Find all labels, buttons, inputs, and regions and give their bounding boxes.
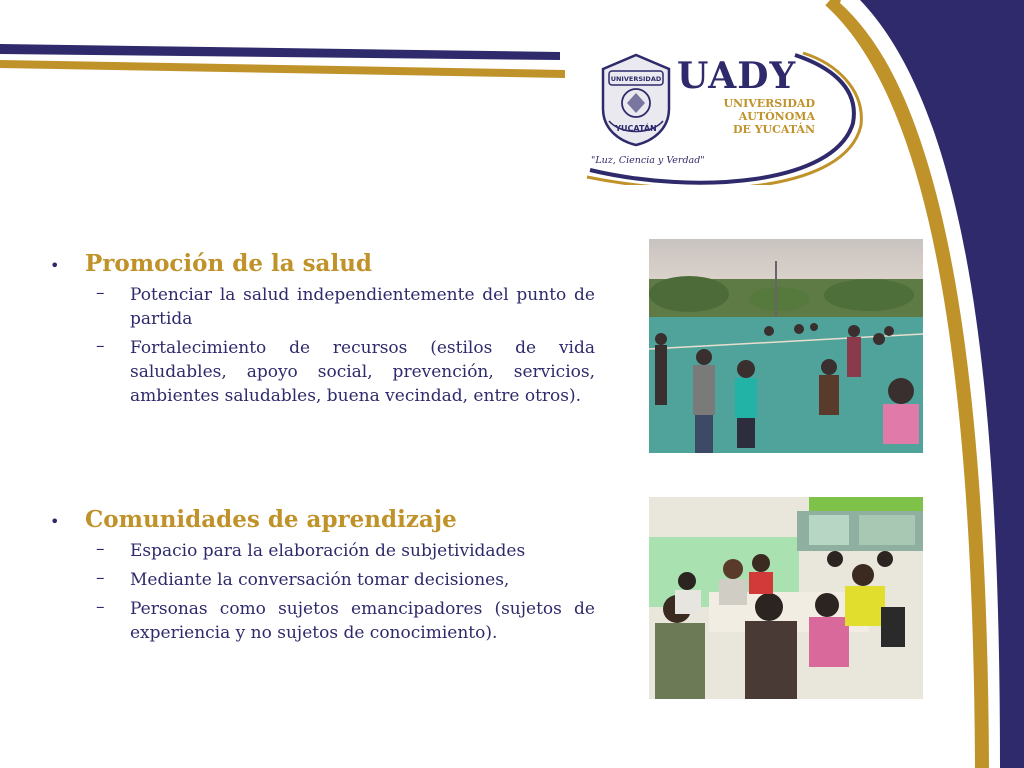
dash: – bbox=[96, 539, 105, 559]
logo-name-line: AUTÓNOMA bbox=[738, 110, 815, 123]
logo-motto: "Luz, Ciencia y Verdad" bbox=[591, 155, 705, 166]
list-item bbox=[50, 568, 595, 592]
list-item bbox=[50, 336, 595, 408]
item-text: Mediante la conversación tomar decisiones, bbox=[130, 570, 510, 590]
uady-logo bbox=[585, 45, 870, 185]
logo-name-line: DE YUCATÁN bbox=[732, 123, 815, 136]
section-heading bbox=[50, 250, 595, 277]
dash: – bbox=[96, 568, 105, 588]
logo-name-line: UNIVERSIDAD bbox=[723, 97, 815, 110]
university-seal-icon bbox=[595, 51, 677, 147]
section-heading bbox=[50, 506, 595, 533]
dash: – bbox=[96, 597, 105, 617]
item-text: Potenciar la salud independientemente del punto de partida bbox=[130, 285, 595, 329]
photo-classroom-group bbox=[649, 497, 923, 699]
item-text: Personas como sujetos emancipadores (sujetos de experiencia y no sujetos de conocimiento). bbox=[130, 599, 595, 643]
bullet: • bbox=[50, 512, 60, 531]
seal-text-top: UNIVERSIDAD bbox=[610, 75, 662, 83]
outdoor-activity-image bbox=[649, 239, 923, 453]
logo-university-name bbox=[705, 97, 815, 136]
item-text: Fortalecimiento de recursos (estilos de vida saludables, apoyo social, prevención, servicios, ambientes saludables, buena vecindad, entre otros). bbox=[130, 338, 595, 406]
item-list bbox=[50, 539, 595, 645]
dash: – bbox=[96, 336, 105, 356]
classroom-group-image bbox=[649, 497, 923, 699]
heading-text: Promoción de la salud bbox=[85, 250, 373, 277]
photo-outdoor-activity bbox=[649, 239, 923, 453]
dash: – bbox=[96, 283, 105, 303]
section-comunidades bbox=[50, 506, 595, 650]
logo-acronym: UADY bbox=[677, 55, 797, 97]
item-list bbox=[50, 283, 595, 408]
heading-text: Comunidades de aprendizaje bbox=[85, 506, 457, 533]
list-item bbox=[50, 539, 595, 563]
bullet: • bbox=[50, 256, 60, 275]
list-item bbox=[50, 597, 595, 645]
seal-text-bottom: YUCATÁN bbox=[615, 124, 657, 133]
list-item bbox=[50, 283, 595, 331]
section-promocion bbox=[50, 250, 595, 413]
item-text: Espacio para la elaboración de subjetividades bbox=[130, 541, 526, 561]
